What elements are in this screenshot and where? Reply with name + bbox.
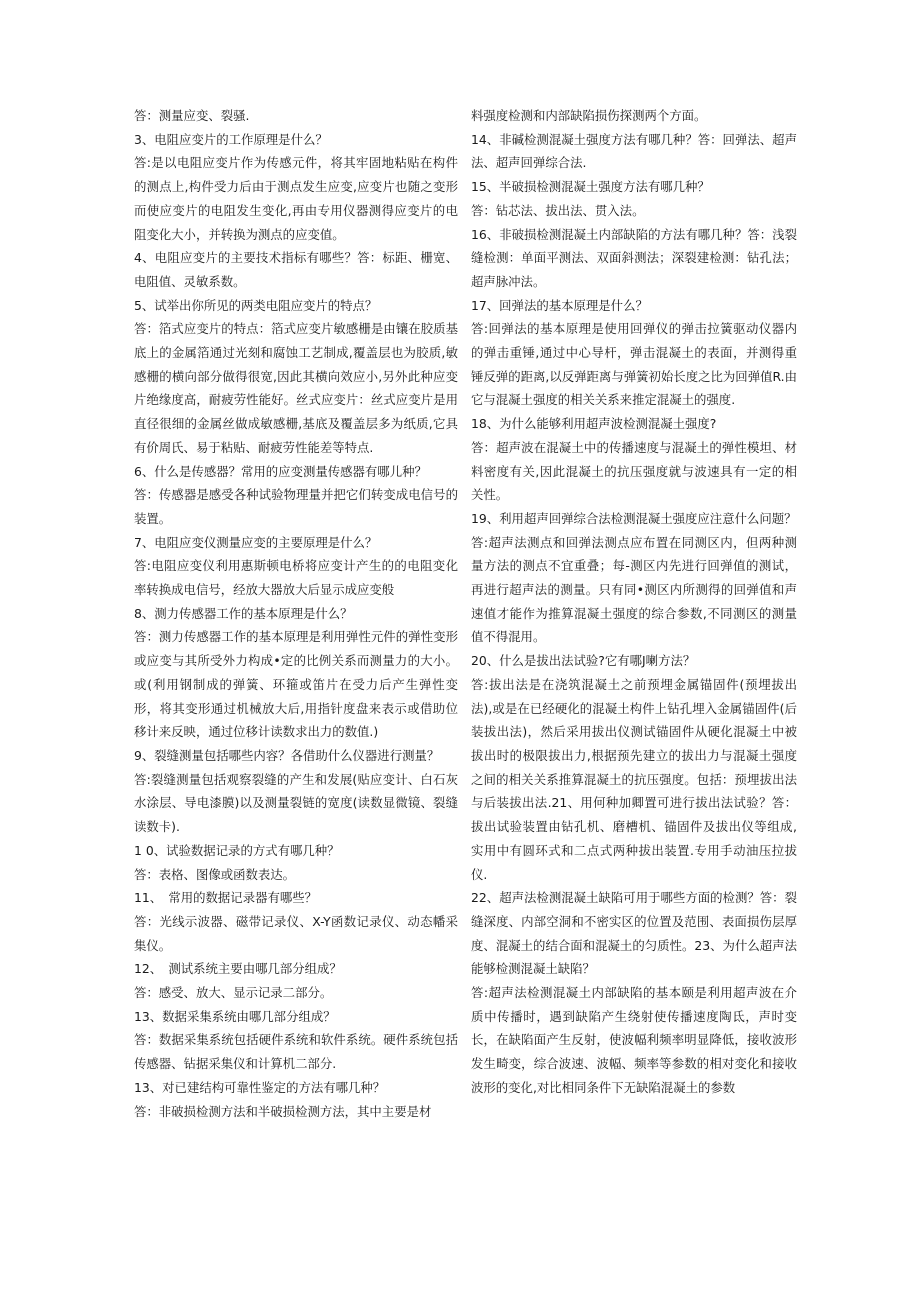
answer: 答:回弹法的基本原理是使用回弹仪的弹击拉簧驱动仪器内的弹击重锤,通过中心导杆，弹击混凝土的表面，并测得重锤反弹的距离,以反弹距离与弹簧初始长度之比为回弹值R.由它与混凝土强度的相关关系来推定混凝土的强度. [471,321,797,408]
answer: 答:裂缝测量包括观察裂缝的产生和发展(贴应变计、白石灰水涂层、导电漆膜)以及测量裂链的宽度(读数显微镜、裂缝读数卡). [134,771,458,835]
answer: 答:拔出法是在浇筑混凝土之前预埋金属锚固件(预埋拔出法),或是在已经硬化的混凝土构件上钻孔埋入金属锚固件(后装拔出法)，然后采用拔出仪测试锚固件从硬化混凝土中被拔出时的极限拔出力,根据预先建立的拔出力与混凝土强度之间的相关关系推算混凝土的抗压强度。包括：预埋拔出法与后装拔出法.21、用何种加卿置可进行拔出法试验？答：拔出试验装置由钻孔机、磨槽机、锚固件及拔出仪等组成,实用中有圆环式和二点式两种拔出装置.专用手动油压拉拔仪. [471,676,797,882]
question: 13、对已建结构可靠性鉴定的方法有哪几种？ [134,1079,386,1095]
answer: 答：非破损检测方法和半破损检测方法，其中主要是材 [134,1103,432,1119]
answer: 答：超声波在混凝土中的传播速度与混凝土的弹性模坦、材料密度有关,因此混凝土的抗压强度就与波速具有一定的相关性。 [471,439,797,503]
question: 8、测力传感器工作的基本原理是什么？ [134,605,353,621]
question: 6、什么是传感器？常用的应变测量传感器有哪儿种？ [134,463,427,479]
question: 12、 测试系统主要由哪几部分组成？ [134,961,342,977]
question-answer: 4、电阻应变片的主要技术指标有哪些？答：标距、栅宽、电阻值、灵敏系数。 [134,250,458,289]
answer: 答:电阻应变仪利用惠斯顿电桥将应变计产生的的电阻变化率转换成电信号，经放大器放大后显示成应变般 [134,558,458,598]
answer: 答：数据采集系统包括硬件系统和软件系统。硬件系统包括传感器、钻据采集仪和计算机二部分. [134,1032,458,1072]
question: 7、电阻应变仪测量应变的主要原理是什么？ [134,534,378,550]
question: 13、数据采集系统由哪几部分组成？ [134,1008,336,1024]
question: 9、裂缝测量包括哪些内容？各借助什么仪器进行测量？ [134,747,440,763]
right-column [471,104,797,1100]
question: 17、回弹法的基本原理是什么？ [471,297,648,313]
answer: 答:超声法测点和回弹法测点应布置在同测区内，但两种测量方法的测点不宜重叠；每-测区内先进行回弹值的测试，再进行超声法的测量。只有同•测区内所测得的回弹值和声速值才能作为推算混凝土强度的综合参数,不同测区的测量值不得混用。 [471,534,797,645]
answer: 答:超声法检测混凝土内部缺陷的基本颐是利用超声波在介质中传播时，遇到缺陷产生绕射使传播速度陶氐，声时变长，在缺陷面产生反射，使波幅利频率明显降低，接收波形发生畸变，综合波速、波幅、频率等参数的相对变化和接收波形的变化,对比相同条件下无缺陷混凝土的参数 [471,985,797,1095]
answer: 答：感受、放大、显示记录二部分。 [134,985,333,1001]
question-answer: 14、非碱检测混凝土强度方法有哪几种？答：回弹法、超声法、超声回弹综合法. [471,131,797,171]
answer: 答：箔式应变片的特点：箔式应变片敏感栅是由镶在胶质基底上的金属箔通过光刻和腐蚀工艺制成,覆盖层也为胶质,敏感栅的横向部分做得很宽,因此其横向效应小,另外此种应变片绝缘度高，耐疲劳性能好。丝式应变片：丝式应变片是用直径很细的金属丝做成敏感栅,基底及覆盖层多为纸质,它具有价周氏、易于粘贴、耐疲劳性能差等特点. [134,321,458,455]
question: 19、利用超声回弹综合法检测混凝土强度应注意什么问题？ [471,510,797,526]
answer: 答:是以电阻应变片作为传感元件，将其牢固地粘贴在构件的测点上,构件受力后由于测点发生应变,应变片也随之变形而使应变片的电阻发生变化,再由专用仪器测得应变片的电阻变化大小，并转换为测点的应变值。 [134,155,458,242]
question-answer: 22、超声法检测混凝土缺陷可用于哪些方面的检测？答：裂缝深度、内部空洞和不密实区的位置及范围、表面损伤层厚度、混凝土的结合面和混凝土的匀质性。23、为什么超声法能够检测混凝土缺陷？ [471,890,797,977]
question-answer: 16、非破损检测混凝土内部缺陷的方法有哪几种？答：浅裂缝检测：单面平测法、双面斜测法；深裂建检测：钻孔法；超声脉冲法。 [471,226,797,289]
answer: 答：光线示波器、磁带记录仪、X-Y函数记录仪、动态幡采集仪。 [134,913,458,953]
answer: 答：表格、图像或函数表达。 [134,866,296,882]
answer: 答：传感器是感受各种试验物理量并把它们转变成电信号的装置。 [134,487,458,526]
question: 15、半破损检测混凝土强度方法有哪几种？ [471,179,710,195]
question: 5、试举出你所见的两类电阻应变片的特点？ [134,297,378,313]
answer: 答：钻芯法、拔出法、贯入法。 [471,202,645,218]
paragraph: 料强度检测和内部缺陷损伤探测两个方面。 [471,108,707,123]
question: 3、电阻应变片的工作原理是什么？ [134,131,328,147]
question: 20、什么是拔出法试验?它有哪J喇方法？ [471,653,696,669]
question: 1 0、试验数据记录的方式有哪几种？ [134,842,340,858]
question: 11、 常用的数据记录器有哪些？ [134,890,318,906]
left-column [134,104,458,1123]
answer: 答：测力传感器工作的基本原理是利用弹性元件的弹性变形或应变与其所受外力构成•定的比例关系而测量力的大小。或(利用钢制成的弹簧、环箍或笛片在受力后产生弹性变形，将其变形通过机械放大后,用指针度盘来表示或借助位移计来反映，通过位移计读数求出力的数值.) [134,629,458,740]
paragraph: 答：测量应变、裂骚. [134,108,250,123]
question: 18、为什么能够利用超声波检测混凝土强度? [471,416,717,432]
